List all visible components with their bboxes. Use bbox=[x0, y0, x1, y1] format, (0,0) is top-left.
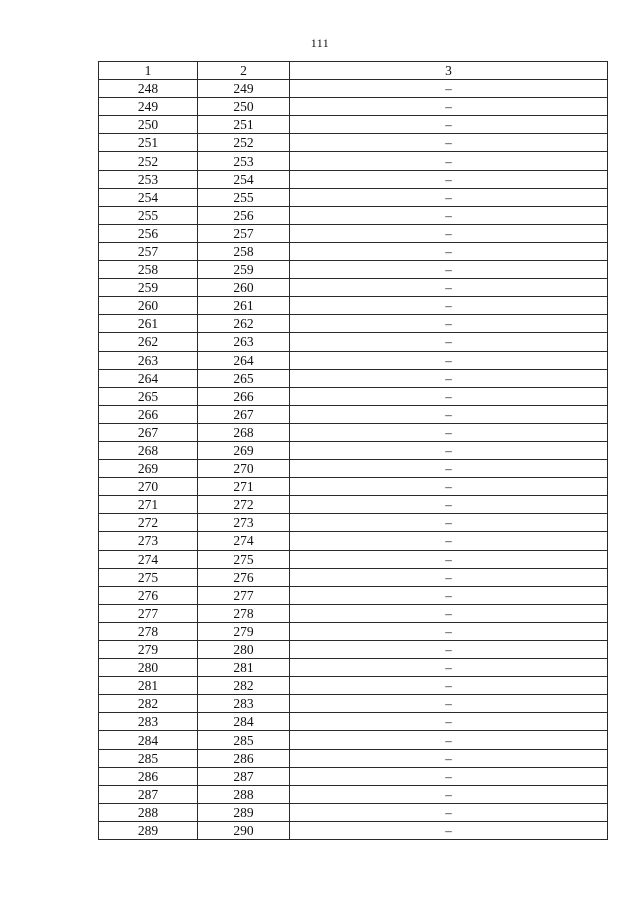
table-body bbox=[99, 80, 608, 840]
table-row bbox=[99, 568, 608, 586]
table-row bbox=[99, 279, 608, 297]
table-cell-col2: 268 bbox=[198, 423, 290, 441]
table-cell-col1: 269 bbox=[99, 460, 198, 478]
table-cell-col3: – bbox=[290, 641, 608, 659]
table-cell-col3: – bbox=[290, 460, 608, 478]
table-cell-col1: 279 bbox=[99, 641, 198, 659]
table-cell-col2: 256 bbox=[198, 206, 290, 224]
table-row bbox=[99, 586, 608, 604]
table-cell-col2: 257 bbox=[198, 224, 290, 242]
table-cell-col1: 253 bbox=[99, 170, 198, 188]
table-row bbox=[99, 333, 608, 351]
table-cell-col1: 265 bbox=[99, 387, 198, 405]
table-cell-col3: – bbox=[290, 713, 608, 731]
table-cell-col3: – bbox=[290, 242, 608, 260]
table-row bbox=[99, 170, 608, 188]
table-cell-col1: 257 bbox=[99, 242, 198, 260]
table-row bbox=[99, 514, 608, 532]
table-cell-col3: – bbox=[290, 586, 608, 604]
table-row bbox=[99, 224, 608, 242]
table-cell-col2: 274 bbox=[198, 532, 290, 550]
table-row bbox=[99, 387, 608, 405]
table-cell-col1: 271 bbox=[99, 496, 198, 514]
table-cell-col2: 263 bbox=[198, 333, 290, 351]
table-cell-col2: 250 bbox=[198, 98, 290, 116]
table-row bbox=[99, 98, 608, 116]
table-cell-col2: 269 bbox=[198, 441, 290, 459]
table-cell-col3: – bbox=[290, 677, 608, 695]
table-cell-col3: – bbox=[290, 478, 608, 496]
table-cell-col3: – bbox=[290, 405, 608, 423]
table-cell-col3: – bbox=[290, 315, 608, 333]
table-row bbox=[99, 188, 608, 206]
table-cell-col1: 270 bbox=[99, 478, 198, 496]
table-cell-col3: – bbox=[290, 550, 608, 568]
table-cell-col1: 266 bbox=[99, 405, 198, 423]
table-cell-col2: 278 bbox=[198, 604, 290, 622]
table-cell-col3: – bbox=[290, 152, 608, 170]
table-row bbox=[99, 206, 608, 224]
table-cell-col1: 280 bbox=[99, 659, 198, 677]
table-row bbox=[99, 369, 608, 387]
table-cell-col1: 267 bbox=[99, 423, 198, 441]
table-cell-col2: 290 bbox=[198, 821, 290, 839]
table-cell-col1: 248 bbox=[99, 80, 198, 98]
table-row bbox=[99, 731, 608, 749]
table-cell-col3: – bbox=[290, 188, 608, 206]
column-header-1: 1 bbox=[99, 62, 198, 80]
table-row bbox=[99, 641, 608, 659]
table-cell-col2: 252 bbox=[198, 134, 290, 152]
table-row bbox=[99, 749, 608, 767]
table-cell-col1: 255 bbox=[99, 206, 198, 224]
table-row bbox=[99, 478, 608, 496]
table-cell-col3: – bbox=[290, 423, 608, 441]
table-cell-col3: – bbox=[290, 785, 608, 803]
table-cell-col3: – bbox=[290, 206, 608, 224]
table-cell-col2: 276 bbox=[198, 568, 290, 586]
table-cell-col2: 253 bbox=[198, 152, 290, 170]
table-row bbox=[99, 261, 608, 279]
table-cell-col1: 288 bbox=[99, 803, 198, 821]
table-cell-col3: – bbox=[290, 279, 608, 297]
table-cell-col2: 254 bbox=[198, 170, 290, 188]
table-row bbox=[99, 405, 608, 423]
table-row bbox=[99, 785, 608, 803]
table-cell-col3: – bbox=[290, 297, 608, 315]
table-cell-col1: 284 bbox=[99, 731, 198, 749]
table-row bbox=[99, 496, 608, 514]
table-cell-col3: – bbox=[290, 441, 608, 459]
table-cell-col2: 279 bbox=[198, 622, 290, 640]
table-cell-col1: 262 bbox=[99, 333, 198, 351]
table-cell-col3: – bbox=[290, 622, 608, 640]
table-cell-col3: – bbox=[290, 116, 608, 134]
table-cell-col3: – bbox=[290, 659, 608, 677]
table-cell-col3: – bbox=[290, 369, 608, 387]
table-cell-col1: 258 bbox=[99, 261, 198, 279]
table-cell-col3: – bbox=[290, 333, 608, 351]
table-cell-col2: 264 bbox=[198, 351, 290, 369]
table-cell-col3: – bbox=[290, 568, 608, 586]
table-cell-col1: 259 bbox=[99, 279, 198, 297]
table-cell-col1: 287 bbox=[99, 785, 198, 803]
table-cell-col2: 255 bbox=[198, 188, 290, 206]
table-cell-col1: 261 bbox=[99, 315, 198, 333]
table-cell-col1: 276 bbox=[99, 586, 198, 604]
table-cell-col2: 260 bbox=[198, 279, 290, 297]
table-row bbox=[99, 134, 608, 152]
table-cell-col1: 275 bbox=[99, 568, 198, 586]
table-row bbox=[99, 622, 608, 640]
table-cell-col3: – bbox=[290, 803, 608, 821]
table-cell-col2: 261 bbox=[198, 297, 290, 315]
table-row bbox=[99, 297, 608, 315]
table-cell-col3: – bbox=[290, 170, 608, 188]
table-row bbox=[99, 550, 608, 568]
table-row bbox=[99, 351, 608, 369]
data-table bbox=[98, 61, 608, 840]
table-cell-col1: 251 bbox=[99, 134, 198, 152]
table-cell-col3: – bbox=[290, 496, 608, 514]
table-row bbox=[99, 460, 608, 478]
table-cell-col1: 285 bbox=[99, 749, 198, 767]
table-cell-col3: – bbox=[290, 749, 608, 767]
table-cell-col2: 277 bbox=[198, 586, 290, 604]
table-cell-col2: 258 bbox=[198, 242, 290, 260]
table-row bbox=[99, 677, 608, 695]
table-cell-col2: 288 bbox=[198, 785, 290, 803]
table-cell-col2: 283 bbox=[198, 695, 290, 713]
table-cell-col1: 286 bbox=[99, 767, 198, 785]
table-row bbox=[99, 659, 608, 677]
table-cell-col3: – bbox=[290, 604, 608, 622]
table-row bbox=[99, 767, 608, 785]
table-row bbox=[99, 604, 608, 622]
table-row bbox=[99, 80, 608, 98]
column-header-2: 2 bbox=[198, 62, 290, 80]
table-row bbox=[99, 532, 608, 550]
table-cell-col2: 251 bbox=[198, 116, 290, 134]
table-cell-col1: 274 bbox=[99, 550, 198, 568]
table-cell-col1: 256 bbox=[99, 224, 198, 242]
table-row bbox=[99, 152, 608, 170]
page-number: 111 bbox=[310, 36, 330, 50]
table-row bbox=[99, 116, 608, 134]
table-row bbox=[99, 695, 608, 713]
table-row bbox=[99, 821, 608, 839]
table-cell-col3: – bbox=[290, 767, 608, 785]
table-cell-col2: 289 bbox=[198, 803, 290, 821]
table-cell-col2: 267 bbox=[198, 405, 290, 423]
table-cell-col3: – bbox=[290, 387, 608, 405]
table-cell-col2: 259 bbox=[198, 261, 290, 279]
table-cell-col2: 280 bbox=[198, 641, 290, 659]
table-cell-col1: 249 bbox=[99, 98, 198, 116]
table-cell-col2: 271 bbox=[198, 478, 290, 496]
table-cell-col2: 282 bbox=[198, 677, 290, 695]
table-cell-col2: 273 bbox=[198, 514, 290, 532]
table-cell-col3: – bbox=[290, 731, 608, 749]
table-cell-col1: 268 bbox=[99, 441, 198, 459]
table-cell-col1: 250 bbox=[99, 116, 198, 134]
table-row bbox=[99, 803, 608, 821]
table-cell-col1: 254 bbox=[99, 188, 198, 206]
table-cell-col2: 281 bbox=[198, 659, 290, 677]
table-cell-col1: 273 bbox=[99, 532, 198, 550]
table-cell-col2: 266 bbox=[198, 387, 290, 405]
table-cell-col1: 263 bbox=[99, 351, 198, 369]
table-cell-col3: – bbox=[290, 134, 608, 152]
table-cell-col2: 262 bbox=[198, 315, 290, 333]
table-row bbox=[99, 315, 608, 333]
table-cell-col3: – bbox=[290, 514, 608, 532]
table-cell-col3: – bbox=[290, 224, 608, 242]
table-cell-col2: 275 bbox=[198, 550, 290, 568]
table-cell-col3: – bbox=[290, 80, 608, 98]
table-cell-col2: 265 bbox=[198, 369, 290, 387]
table-cell-col3: – bbox=[290, 98, 608, 116]
table-row bbox=[99, 441, 608, 459]
table-row bbox=[99, 713, 608, 731]
table-cell-col2: 272 bbox=[198, 496, 290, 514]
table-header bbox=[99, 62, 608, 80]
table-cell-col2: 284 bbox=[198, 713, 290, 731]
column-header-3: 3 bbox=[290, 62, 608, 80]
table-cell-col3: – bbox=[290, 261, 608, 279]
table-cell-col1: 252 bbox=[99, 152, 198, 170]
table-cell-col2: 249 bbox=[198, 80, 290, 98]
table-row bbox=[99, 423, 608, 441]
table-cell-col1: 282 bbox=[99, 695, 198, 713]
table-cell-col3: – bbox=[290, 821, 608, 839]
table-cell-col3: – bbox=[290, 351, 608, 369]
table-cell-col1: 281 bbox=[99, 677, 198, 695]
table-cell-col1: 277 bbox=[99, 604, 198, 622]
table-cell-col2: 286 bbox=[198, 749, 290, 767]
table-cell-col1: 264 bbox=[99, 369, 198, 387]
header-row bbox=[99, 62, 608, 80]
table-cell-col2: 285 bbox=[198, 731, 290, 749]
table-cell-col3: – bbox=[290, 532, 608, 550]
table-cell-col1: 289 bbox=[99, 821, 198, 839]
table-cell-col2: 287 bbox=[198, 767, 290, 785]
table-cell-col1: 278 bbox=[99, 622, 198, 640]
table-cell-col1: 260 bbox=[99, 297, 198, 315]
table-cell-col1: 272 bbox=[99, 514, 198, 532]
table-cell-col2: 270 bbox=[198, 460, 290, 478]
table-cell-col1: 283 bbox=[99, 713, 198, 731]
table-row bbox=[99, 242, 608, 260]
table-cell-col3: – bbox=[290, 695, 608, 713]
